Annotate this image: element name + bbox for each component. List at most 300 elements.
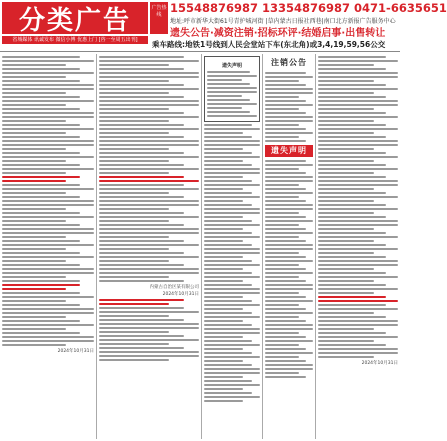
text-line: [265, 124, 299, 126]
text-line: [204, 308, 243, 310]
office-address: 地址:呼市新华大街61号青护城河街 |草内蒙古日报社西巷|南口北方新报广告服务中心: [170, 18, 396, 25]
text-line: [318, 172, 374, 174]
text-line: [265, 84, 306, 86]
text-line: [99, 323, 199, 325]
text-line: [2, 92, 66, 94]
column-5: [318, 54, 398, 439]
text-line: [318, 140, 398, 142]
text-line: [2, 104, 66, 106]
text-line: [318, 292, 374, 294]
text-line: [99, 180, 199, 182]
text-line: [318, 120, 374, 122]
text-line: [265, 180, 313, 182]
text-line: [2, 324, 94, 326]
text-line: [204, 388, 243, 390]
text-line: [265, 376, 306, 378]
text-line: [265, 168, 299, 170]
text-line: [99, 200, 199, 202]
text-line: [99, 351, 199, 353]
text-line: [318, 100, 398, 102]
text-line: [265, 244, 313, 246]
column-2-company: 内蒙古自治区某有限公司: [149, 285, 199, 290]
text-line: [318, 96, 386, 98]
text-line: [318, 252, 374, 254]
text-line: [207, 103, 257, 105]
text-line: [2, 308, 94, 310]
text-line: [204, 376, 243, 378]
text-line: [2, 336, 94, 338]
text-line: [2, 184, 80, 186]
text-line: [265, 272, 313, 274]
text-line: [204, 172, 260, 174]
text-line: [204, 316, 260, 318]
text-line: [265, 324, 313, 326]
text-line: [204, 324, 252, 326]
text-line: [318, 132, 374, 134]
text-line: [99, 319, 184, 321]
text-line: [2, 208, 66, 210]
text-line: [265, 288, 313, 290]
text-line: [204, 360, 243, 362]
text-line: [318, 144, 398, 146]
text-line: [2, 300, 66, 302]
text-line: [99, 307, 184, 309]
text-line: [318, 244, 386, 246]
text-line: [318, 72, 398, 74]
text-line: [265, 116, 313, 118]
text-line: [99, 224, 184, 226]
text-line: [318, 216, 386, 218]
text-line: [2, 240, 80, 242]
text-line: [204, 344, 260, 346]
text-line: [204, 380, 252, 382]
text-line: [2, 120, 66, 122]
text-line: [99, 212, 184, 214]
text-line: [318, 192, 386, 194]
text-line: [265, 128, 306, 130]
column-2: [99, 54, 199, 439]
text-line: [265, 216, 306, 218]
text-line: [2, 72, 94, 74]
text-line: [265, 280, 306, 282]
text-line: [99, 208, 169, 210]
text-line: [265, 100, 306, 102]
text-line: [318, 116, 398, 118]
text-line: [99, 204, 199, 206]
text-line: [204, 208, 260, 210]
section-title-banner: [2, 2, 148, 34]
text-line: [99, 188, 199, 190]
text-line: [99, 335, 184, 337]
text-line: [204, 148, 243, 150]
text-line: [2, 152, 80, 154]
text-line: [265, 364, 313, 366]
text-line: [2, 100, 94, 102]
text-line: [99, 128, 199, 130]
text-line: [204, 252, 260, 254]
text-line: [265, 256, 306, 258]
slogan-bar: 省城媒体 讯诚发布 微信小博 优惠上门 [咨一至周五出刊]: [2, 36, 148, 44]
text-line: [318, 156, 398, 158]
text-line: [265, 228, 306, 230]
text-line: [99, 160, 169, 162]
text-line: [99, 56, 184, 58]
text-line: [99, 256, 199, 258]
text-line: [2, 292, 80, 294]
text-line: [318, 104, 398, 106]
text-line: [2, 248, 66, 250]
text-line: [204, 196, 260, 198]
text-line: [265, 320, 306, 322]
lost-declaration-banner: 遗失声明: [265, 145, 313, 157]
text-line: [265, 140, 306, 142]
text-line: [99, 100, 199, 102]
text-line: [99, 244, 199, 246]
text-line: [318, 60, 398, 62]
text-line: [2, 204, 94, 206]
text-line: [99, 84, 184, 86]
text-line: [207, 71, 250, 73]
text-line: [99, 164, 184, 166]
text-line: [2, 256, 94, 258]
text-line: [204, 276, 260, 278]
text-line: [265, 196, 299, 198]
text-line: [2, 108, 80, 110]
text-line: [204, 328, 260, 330]
text-line: [265, 304, 299, 306]
text-line: [2, 88, 94, 90]
text-line: [99, 80, 169, 82]
text-line: [2, 244, 94, 246]
text-line: [204, 288, 260, 290]
text-line: [265, 332, 299, 334]
text-line: [265, 352, 313, 354]
text-line: [99, 315, 169, 317]
text-line: [265, 300, 313, 302]
text-line: [318, 320, 398, 322]
text-line: [2, 132, 66, 134]
text-line: [204, 368, 260, 370]
text-line: [265, 72, 306, 74]
text-line: [318, 196, 398, 198]
text-line: [265, 172, 306, 174]
text-line: [204, 372, 260, 374]
text-line: [318, 188, 374, 190]
text-line: [265, 344, 299, 346]
text-line: [265, 92, 313, 94]
text-line: [99, 252, 184, 254]
text-line: [204, 256, 243, 258]
text-line: [2, 328, 66, 330]
text-line: [99, 232, 199, 234]
text-line: [2, 260, 66, 262]
text-line: [265, 296, 306, 298]
text-line: [2, 200, 94, 202]
text-line: [2, 76, 66, 78]
lost-notice-box: [204, 56, 260, 122]
column-4: [265, 54, 313, 439]
text-line: [204, 136, 252, 138]
text-line: [2, 128, 94, 130]
text-line: [207, 115, 257, 117]
text-line: [99, 148, 169, 150]
text-line: [99, 272, 199, 274]
text-line: [207, 79, 242, 81]
text-line: [318, 200, 374, 202]
text-line: [204, 132, 243, 134]
text-line: [318, 184, 398, 186]
text-line: [318, 336, 398, 338]
text-line: [2, 236, 66, 238]
text-line: [265, 284, 313, 286]
text-line: [204, 340, 252, 342]
text-line: [318, 224, 398, 226]
text-line: [204, 184, 260, 186]
text-line: [99, 96, 184, 98]
text-line: [318, 356, 374, 358]
text-line: [99, 303, 169, 305]
text-line: [204, 320, 243, 322]
text-line: [318, 88, 398, 90]
text-line: [99, 192, 169, 194]
text-line: [99, 120, 169, 122]
text-line: [318, 312, 374, 314]
text-line: [318, 124, 386, 126]
text-line: [2, 112, 94, 114]
text-line: [265, 260, 313, 262]
text-line: [204, 400, 243, 402]
text-line: [318, 352, 398, 354]
text-line: [204, 348, 243, 350]
text-line: [265, 76, 313, 78]
text-line: [207, 111, 250, 113]
text-line: [99, 144, 199, 146]
text-line: [318, 64, 374, 66]
text-line: [99, 359, 169, 361]
text-line: [318, 76, 398, 78]
text-line: [204, 232, 252, 234]
text-line: [2, 68, 80, 70]
text-line: [2, 116, 94, 118]
text-line: [99, 311, 199, 313]
text-line: [318, 108, 374, 110]
text-line: [99, 92, 169, 94]
text-line: [265, 108, 299, 110]
text-line: [204, 284, 252, 286]
text-line: [204, 224, 260, 226]
text-line: [265, 252, 299, 254]
text-line: [318, 228, 374, 230]
text-line: [265, 160, 306, 162]
text-line: [318, 80, 374, 82]
text-line: [99, 240, 184, 242]
text-line: [204, 312, 252, 314]
text-line: [204, 240, 243, 242]
text-line: [318, 204, 386, 206]
text-line: [2, 56, 80, 58]
text-line: [265, 88, 313, 90]
text-line: [99, 112, 184, 114]
text-line: [99, 76, 199, 78]
text-line: [204, 124, 252, 126]
text-line: [318, 296, 386, 298]
text-line: [318, 240, 374, 242]
text-line: [265, 292, 299, 294]
text-line: [2, 276, 66, 278]
text-line: [265, 328, 313, 330]
text-line: [265, 340, 313, 342]
text-line: [204, 152, 252, 154]
text-line: [99, 268, 199, 270]
text-line: [318, 276, 398, 278]
text-line: [265, 120, 313, 122]
text-line: [318, 68, 386, 70]
text-line: [204, 180, 252, 182]
text-line: [204, 292, 260, 294]
text-line: [265, 232, 313, 234]
text-line: [318, 112, 386, 114]
text-line: [318, 160, 374, 162]
text-line: [265, 184, 299, 186]
text-line: [2, 148, 66, 150]
text-line: [318, 332, 386, 334]
text-line: [2, 172, 66, 174]
text-line: [265, 208, 313, 210]
text-line: [318, 176, 386, 178]
text-line: [99, 104, 199, 106]
text-line: [204, 128, 260, 130]
text-line: [265, 212, 299, 214]
section-title: 分类广告: [18, 5, 131, 36]
text-line: [265, 80, 299, 82]
text-line: [318, 84, 386, 86]
text-line: [204, 392, 252, 394]
service-categories: 遗失公告·减资注销·招标环评·结婚启事·出售转让: [170, 28, 386, 39]
text-line: [204, 164, 252, 166]
text-line: [2, 304, 80, 306]
text-line: [318, 328, 374, 330]
text-line: [99, 168, 199, 170]
text-line: [318, 92, 374, 94]
text-line: [318, 236, 398, 238]
column-3: [204, 54, 260, 439]
deregistration-title: 注销公告: [271, 58, 307, 67]
text-line: [2, 64, 66, 66]
text-line: [99, 140, 199, 142]
masthead: [0, 0, 447, 52]
hotline-numbers: 15548876987 13354876987 0471-6635651: [170, 1, 447, 15]
text-line: [99, 88, 199, 90]
text-line: [204, 384, 260, 386]
text-line: [2, 272, 94, 274]
text-line: [318, 268, 374, 270]
text-line: [204, 268, 243, 270]
text-line: [207, 83, 250, 85]
text-line: [2, 192, 66, 194]
text-line: [265, 336, 306, 338]
text-line: [318, 308, 398, 310]
text-line: [207, 99, 250, 101]
text-line: [265, 240, 306, 242]
text-line: [99, 299, 184, 301]
text-line: [204, 248, 260, 250]
text-line: [265, 192, 313, 194]
text-line: [2, 188, 94, 190]
text-line: [204, 188, 243, 190]
text-line: [265, 236, 299, 238]
text-line: [265, 308, 306, 310]
text-line: [204, 160, 243, 162]
column-1-date: 2024年10月31日: [57, 349, 94, 354]
text-line: [265, 276, 299, 278]
text-line: [99, 176, 184, 178]
text-line: [99, 184, 184, 186]
text-line: [99, 260, 169, 262]
text-line: [265, 112, 306, 114]
text-line: [204, 272, 252, 274]
text-line: [318, 164, 386, 166]
text-line: [265, 372, 299, 374]
text-line: [2, 264, 80, 266]
text-line: [265, 132, 313, 134]
text-line: [265, 104, 313, 106]
text-line: [204, 156, 260, 158]
text-line: [204, 144, 260, 146]
text-line: [2, 220, 66, 222]
text-line: [99, 196, 184, 198]
text-line: [2, 252, 80, 254]
text-line: [318, 344, 386, 346]
text-line: [204, 168, 260, 170]
text-line: [318, 248, 398, 250]
text-line: [2, 196, 80, 198]
text-line: [265, 368, 313, 370]
column-divider: [315, 54, 316, 439]
text-line: [265, 316, 299, 318]
text-line: [99, 156, 199, 158]
text-line: [2, 228, 94, 230]
text-line: [2, 216, 94, 218]
text-line: [2, 224, 80, 226]
text-line: [318, 256, 386, 258]
text-line: [99, 124, 184, 126]
text-line: [2, 84, 94, 86]
text-line: [318, 148, 374, 150]
text-line: [99, 339, 199, 341]
text-line: [318, 272, 386, 274]
text-line: [204, 300, 252, 302]
text-line: [318, 260, 398, 262]
text-line: [99, 280, 184, 282]
text-line: [318, 280, 374, 282]
text-line: [204, 364, 252, 366]
text-line: [2, 232, 94, 234]
text-line: [204, 200, 243, 202]
text-line: [2, 96, 80, 98]
text-line: [2, 288, 66, 290]
text-line: [2, 268, 94, 270]
text-line: [99, 64, 169, 66]
column-divider: [262, 54, 263, 439]
text-line: [207, 107, 242, 109]
text-line: [204, 304, 260, 306]
column-2-date: 2024年10月31日: [162, 292, 199, 297]
text-line: [265, 360, 306, 362]
text-line: [2, 144, 94, 146]
text-line: [204, 204, 252, 206]
text-line: [318, 300, 398, 302]
text-line: [318, 220, 398, 222]
